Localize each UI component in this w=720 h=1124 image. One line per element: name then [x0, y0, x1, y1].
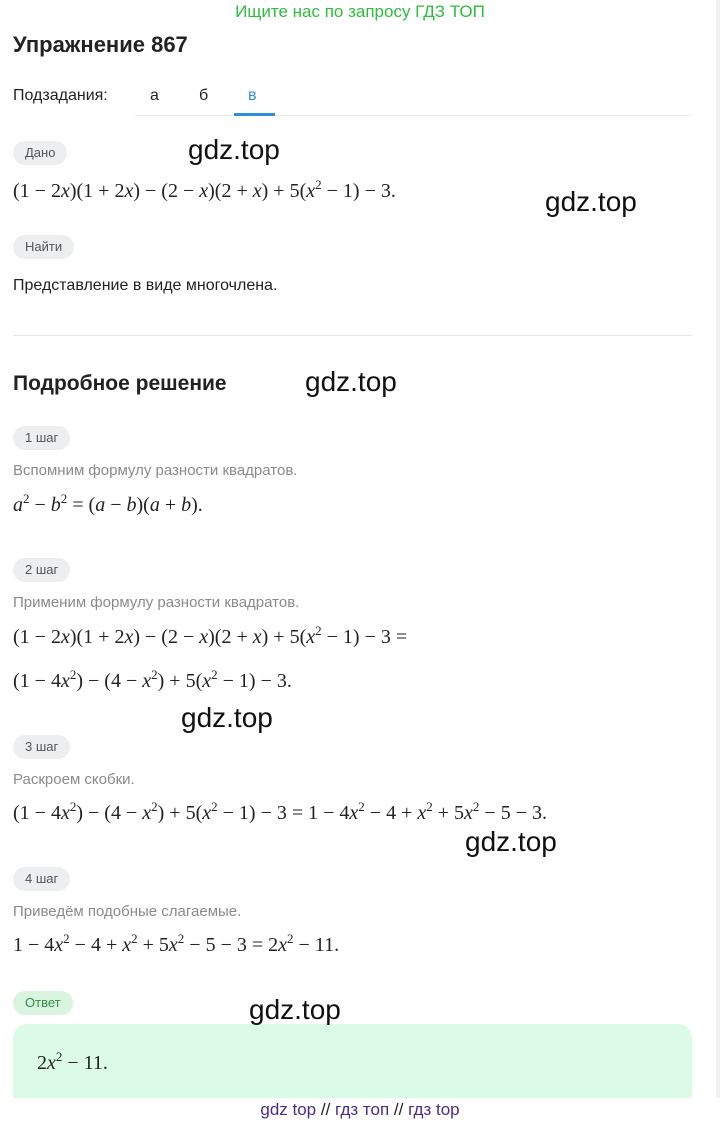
step-2-formula-line-1: $(1 - 2x)(1 + 2x) - (2 - x)(2 + x) + 5(x^2 - 1) - 3$ = — [13, 623, 408, 648]
active-tab-indicator — [234, 113, 275, 116]
footer-link-3[interactable]: гдз top — [408, 1100, 460, 1119]
given-expression: $(1 - 2x)(1 + 2x) - (2 - x)(2 + x) + 5(x^2 - 1) - 3$. — [13, 177, 396, 202]
footer-separator: // — [393, 1100, 404, 1119]
given-badge: Дано — [13, 141, 67, 165]
watermark: gdz.top — [181, 702, 273, 733]
watermark: gdz.top — [305, 366, 397, 397]
footer — [0, 1098, 720, 1124]
watermark: gdz.top — [465, 826, 557, 857]
footer-link-1[interactable]: gdz top — [260, 1100, 317, 1119]
search-banner: Ищите нас по запросу ГДЗ ТОП — [235, 2, 485, 21]
footer-separator: // — [320, 1100, 331, 1119]
step-4-badge: 4 шаг — [13, 867, 70, 891]
scrollbar[interactable] — [716, 0, 720, 1124]
answer-badge: Ответ — [13, 991, 73, 1015]
find-badge: Найти — [13, 235, 74, 259]
step-4-formula: $1 - 4x^2 - 4 + x^2 + 5x^2 - 5 - 3 = 2x^2 - 11$. — [13, 931, 340, 956]
watermark: gdz.top — [249, 994, 341, 1025]
tab-subtask-a[interactable]: а — [150, 87, 159, 104]
step-4-text: Приведём подобные слагаемые. — [13, 903, 242, 920]
section-divider — [13, 335, 692, 336]
answer-expression: $2x^2 - 11$. — [37, 1049, 108, 1074]
step-3-formula: $(1 - 4x^2) - (4 - x^2) + 5(x^2 - 1) - 3 = 1 - 4x^2 - 4 + x^2 + 5x^2 - 5 - 3$. — [13, 799, 547, 824]
find-text: Представление в виде многочлена. — [13, 277, 278, 294]
footer-link-2[interactable]: гдз топ — [335, 1100, 390, 1119]
watermark: gdz.top — [188, 134, 280, 165]
page-title: Упражнение 867 — [13, 32, 188, 57]
watermark: gdz.top — [545, 186, 637, 217]
step-2-badge: 2 шаг — [13, 558, 70, 582]
step-1-formula: $a^2 - b^2 = (a - b)(a + b)$. — [13, 491, 203, 516]
step-2-formula-line-2: $(1 - 4x^2) - (4 - x^2) + 5(x^2 - 1) - 3$. — [13, 667, 292, 692]
step-3-badge: 3 шаг — [13, 735, 70, 759]
solution-title: Подробное решение — [13, 372, 227, 395]
tabs-divider — [135, 115, 692, 116]
tab-subtask-c[interactable]: в — [248, 87, 257, 104]
step-1-badge: 1 шаг — [13, 426, 70, 450]
tab-subtask-b[interactable]: б — [199, 87, 209, 104]
subtasks-label: Подзадания: — [13, 87, 108, 104]
step-1-text: Вспомним формулу разности квадратов. — [13, 462, 298, 479]
step-2-text: Применим формулу разности квадратов. — [13, 594, 300, 611]
step-3-text: Раскроем скобки. — [13, 771, 135, 788]
